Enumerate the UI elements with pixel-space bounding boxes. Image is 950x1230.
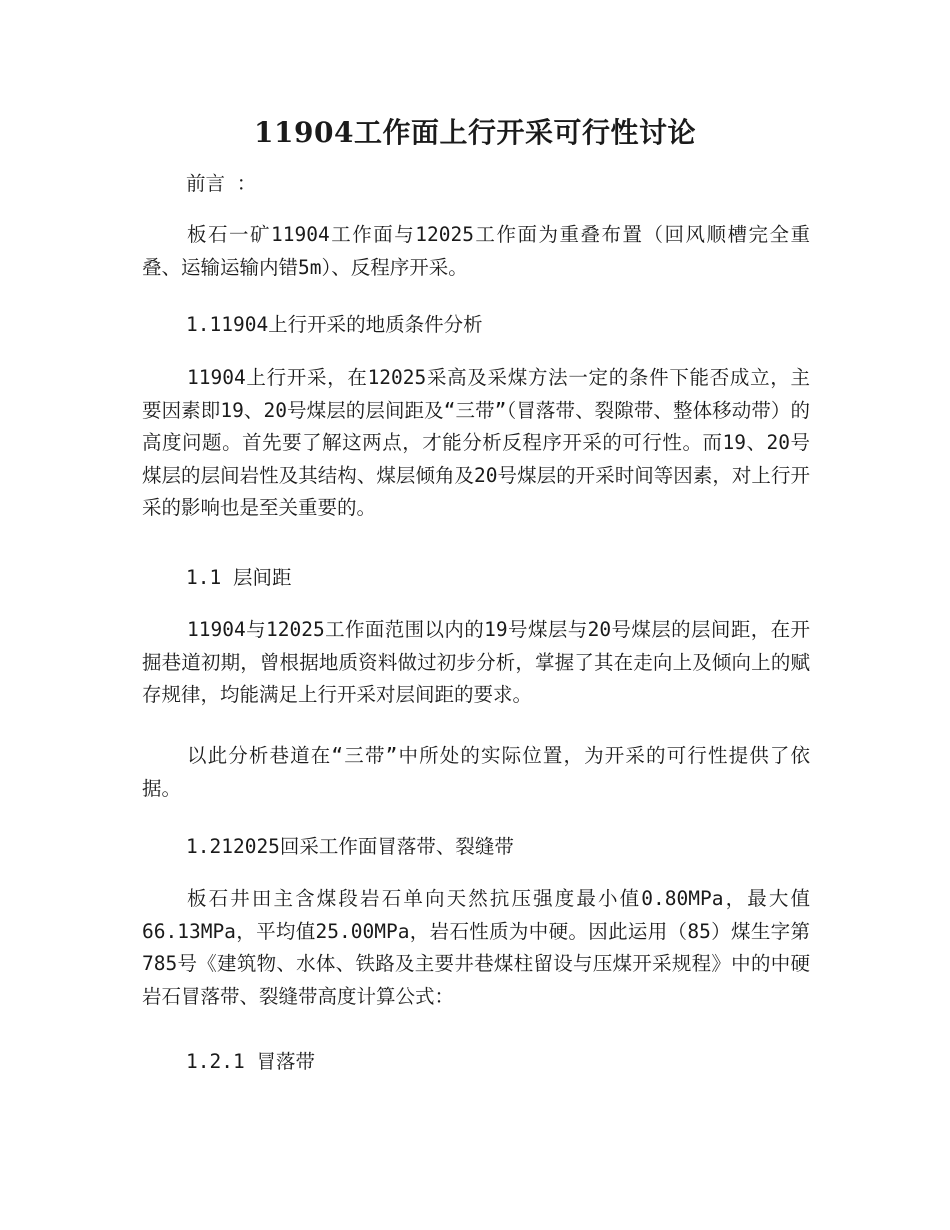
paragraph-section-1-1-b: 以此分析巷道在“三带”中所处的实际位置，为开采的可行性提供了依据。 bbox=[142, 744, 810, 800]
preface-label: 前言 ： bbox=[186, 172, 257, 195]
section-1-heading: 1.11904上行开采的地质条件分析 bbox=[186, 313, 483, 336]
section-1-2-1-heading: 1.2.1 冒落带 bbox=[186, 1050, 315, 1073]
paragraph-section-1-1-a: 11904与12025工作面范围以内的19号煤层与20号煤层的层间距，在开掘巷道初期，曾根据地质资料做过初步分析，掌握了其在走向上及倾向上的赋存规律，均能满足上行开采对层间距的要求。 bbox=[142, 618, 810, 706]
section-1-2-heading: 1.212025回采工作面冒落带、裂缝带 bbox=[186, 835, 514, 858]
section-1-1-heading: 1.1 层间距 bbox=[186, 566, 292, 589]
paragraph-section-1-2: 板石井田主含煤段岩石单向天然抗压强度最小值0.80MPa，最大值66.13MPa，平均值25.00MPa，岩石性质为中硬。因此运用（85）煤生字第785号《建筑物、水体、铁路及主要井巷煤柱留设与压煤开采规程》中的中硬岩石冒落带、裂缝带高度计算公式： bbox=[142, 887, 810, 1008]
paragraph-intro: 板石一矿11904工作面与12025工作面为重叠布置（回风顺槽完全重叠、运输运输内错5m）、反程序开采。 bbox=[142, 223, 810, 279]
document-title: 11904工作面上行开采可行性讨论 bbox=[254, 116, 696, 149]
paragraph-section-1: 11904上行开采，在12025采高及采煤方法一定的条件下能否成立，主要因素即19、20号煤层的层间距及“三带”（冒落带、裂隙带、整体移动带）的高度问题。首先要了解这两点，才能分析反程序开采的可行性。而19、20号煤层的层间岩性及其结构、煤层倾角及20号煤层的开采时间等因素，对上行开采的影响也是至关重要的。 bbox=[142, 366, 810, 519]
